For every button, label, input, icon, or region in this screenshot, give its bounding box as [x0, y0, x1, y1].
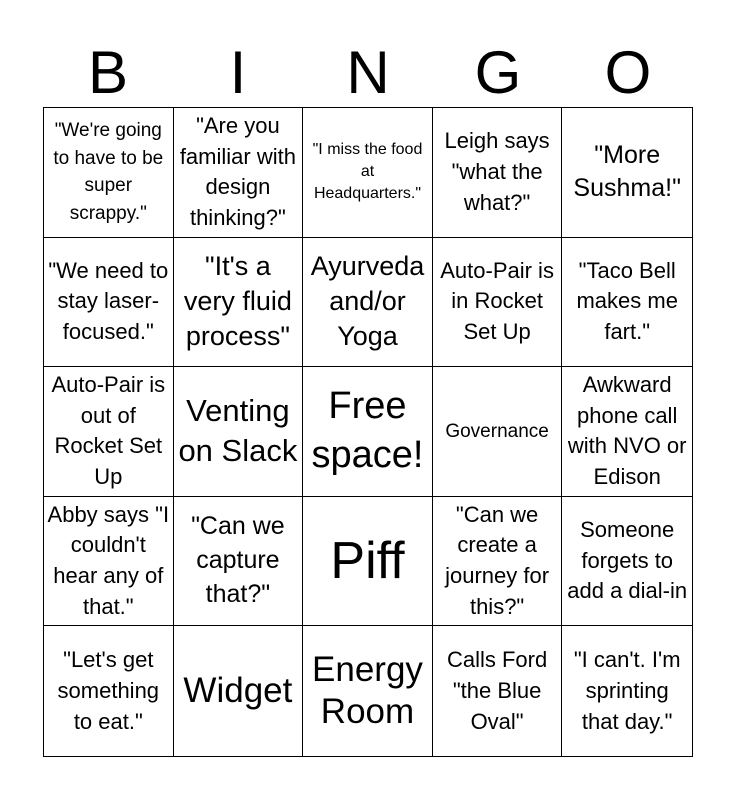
- bingo-cell-r4-c3[interactable]: [433, 626, 563, 756]
- bingo-cell-r0-c3[interactable]: [433, 108, 563, 238]
- bingo-cell-r2-c4[interactable]: [562, 367, 692, 497]
- cell-text: "We need to stay laser-focused.": [48, 257, 169, 345]
- cell-text: Governance: [445, 420, 549, 442]
- bingo-cell-r0-c4[interactable]: [562, 108, 692, 238]
- cell-text: Auto-Pair is out of Rocket Set Up: [51, 371, 166, 490]
- bingo-header: [43, 40, 693, 106]
- bingo-cell-r4-c4[interactable]: [562, 626, 692, 756]
- bingo-cell-r4-c2[interactable]: [303, 626, 433, 756]
- header-letter-b: B: [87, 39, 129, 106]
- cell-text: Energy Room: [312, 650, 423, 732]
- cell-text: "It's a very fluid process": [183, 251, 292, 352]
- cell-text: "More Sushma!": [573, 140, 681, 203]
- cell-text: Abby says "I couldn't hear any of that.": [47, 501, 170, 619]
- cell-text: Ayurveda and/or Yoga: [310, 251, 425, 352]
- cell-text: "Can we create a journey for this?": [445, 501, 550, 619]
- cell-text: Free space!: [311, 385, 424, 477]
- bingo-cell-r1-c1[interactable]: [174, 238, 304, 368]
- cell-text: Awkward phone call with NVO or Edison: [567, 371, 687, 490]
- cell-text: Piff: [330, 531, 405, 590]
- bingo-cell-r4-c1[interactable]: [174, 626, 304, 756]
- header-letter-n: N: [346, 39, 390, 106]
- cell-text: Someone forgets to add a dial-in: [567, 516, 688, 604]
- bingo-cell-r0-c2[interactable]: [303, 108, 433, 238]
- bingo-cell-r3-c0[interactable]: [44, 497, 174, 627]
- cell-text: Widget: [183, 671, 293, 711]
- bingo-cell-r3-c4[interactable]: [562, 497, 692, 627]
- bingo-cell-r2-c3[interactable]: [433, 367, 563, 497]
- cell-text: Venting on Slack: [178, 393, 298, 469]
- bingo-cell-r3-c2[interactable]: [303, 497, 433, 627]
- bingo-cell-r1-c2[interactable]: [303, 238, 433, 368]
- bingo-cell-r4-c0[interactable]: [44, 626, 174, 756]
- bingo-cell-r3-c1[interactable]: [174, 497, 304, 627]
- bingo-grid: [43, 107, 693, 757]
- cell-text: "I can't. I'm sprinting that day.": [573, 647, 681, 734]
- bingo-cell-r1-c4[interactable]: [562, 238, 692, 368]
- cell-text: "Are you familiar with design thinking?": [179, 112, 296, 231]
- bingo-cell-r1-c0[interactable]: [44, 238, 174, 368]
- cell-text: Calls Ford "the Blue Oval": [446, 647, 548, 734]
- cell-text: "We're going to have to be super scrappy.": [53, 120, 164, 224]
- cell-text: "Taco Bell makes me fart.": [576, 257, 678, 345]
- bingo-cell-r3-c3[interactable]: [433, 497, 563, 627]
- bingo-cell-r2-c0[interactable]: [44, 367, 174, 497]
- bingo-cell-r2-c2[interactable]: [303, 367, 433, 497]
- cell-text: "I miss the food at Headquarters.": [312, 140, 423, 203]
- cell-text: Auto-Pair is in Rocket Set Up: [440, 257, 554, 345]
- cell-text: "Can we capture that?": [191, 512, 285, 608]
- header-letter-g: G: [474, 39, 522, 106]
- bingo-cell-r0-c0[interactable]: [44, 108, 174, 238]
- cell-text: Leigh says "what the what?": [444, 128, 550, 215]
- bingo-cell-r0-c1[interactable]: [174, 108, 304, 238]
- bingo-cell-r2-c1[interactable]: [174, 367, 304, 497]
- header-letter-o: O: [604, 39, 652, 106]
- cell-text: "Let's get something to eat.": [57, 647, 160, 734]
- header-letter-i: I: [229, 39, 247, 106]
- bingo-cell-r1-c3[interactable]: [433, 238, 563, 368]
